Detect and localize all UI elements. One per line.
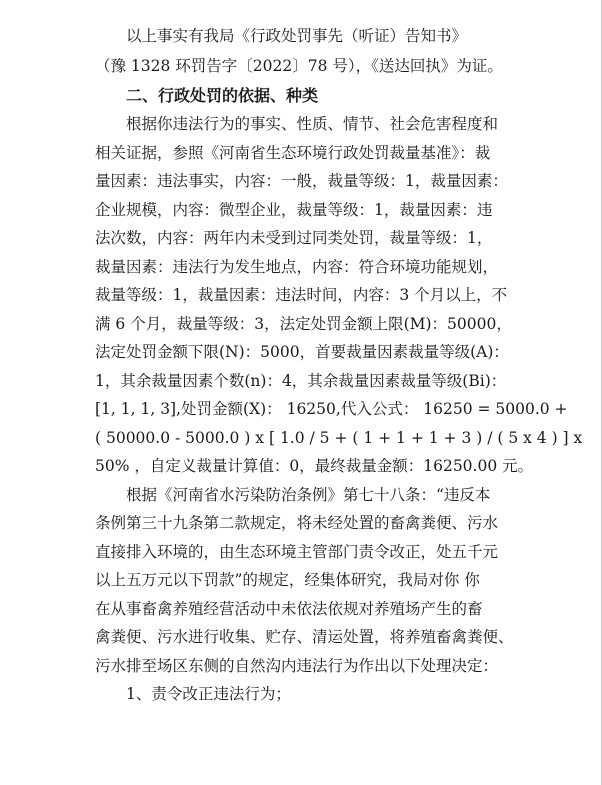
text-line: 1、责令改正违法行为；	[126, 685, 291, 703]
formula-line: ( 50000.0 - 5000.0 ) x [ 1.0 / 5 + ( 1 + 1 + 1 + 3 ) / ( 5 x 4 ) ] x	[95, 429, 583, 447]
text-line: [1, 1, 1, 3],处罚金额(X)： 16250,代入公式： 16250 = 5000.0 +	[95, 400, 568, 418]
text-line: 相关证据，参照《河南省生态环境行政处罚裁量基准》：裁	[95, 144, 491, 162]
text-line: （豫 1328 环罚告字〔2022〕78 号），《送达回执》为证。	[95, 57, 503, 75]
text-line: 以上事实有我局《行政处罚事先（听证）告知书》	[126, 27, 468, 45]
text-line: 满 6 个月，裁量等级：3，法定处罚金额上限(M)：50000，	[95, 315, 512, 333]
text-line: 在从事畜禽养殖经营活动中未依法依规对养殖场产生的畜	[95, 600, 483, 618]
text-line: 法定处罚金额下限(N)：5000，首要裁量因素裁量等级(A)：	[95, 343, 509, 361]
text-line: 污水排至场区东侧的自然沟内违法行为作出以下处理决定：	[95, 657, 499, 675]
text-line: 1，其余裁量因素个数(n)：4，其余裁量因素裁量等级(Bi)：	[95, 372, 507, 390]
text-line: 企业规模，内容：微型企业，裁量等级：1，裁量因素：违	[95, 201, 493, 219]
text-line: 根据《河南省水污染防治条例》第七十八条：“违反本	[126, 486, 491, 504]
text-line: 根据你违法行为的事实、性质、情节、社会危害程度和	[126, 115, 499, 133]
text-line: 直接排入环境的，由生态环境主管部门责令改正，处五千元	[95, 543, 499, 561]
text-line: 裁量等级：1，裁量因素：违法时间，内容：3 个月以上，不	[95, 286, 508, 304]
section-heading: 二、行政处罚的依据、种类	[126, 86, 319, 105]
text-line: 量因素：违法事实，内容：一般，裁量等级：1，裁量因素：	[95, 172, 508, 190]
text-line: 50% ，自定义裁量计算值：0，最终裁量金额：16250.00 元。	[95, 457, 534, 475]
text-line: 禽粪便、污水进行收集、贮存、清运处置，将养殖畜禽粪便、	[95, 628, 514, 646]
text-line: 法次数，内容：两年内未受到过同类处罚，裁量等级：1，	[95, 229, 493, 247]
text-line: 以上五万元以下罚款”的规定，经集体研究，我局对你 你	[95, 571, 480, 589]
text-line: 裁量因素：违法行为发生地点，内容：符合环境功能规划，	[95, 258, 499, 276]
text-line: 条例第三十九条第二款规定，将未经处置的畜禽粪便、污水	[95, 514, 499, 532]
